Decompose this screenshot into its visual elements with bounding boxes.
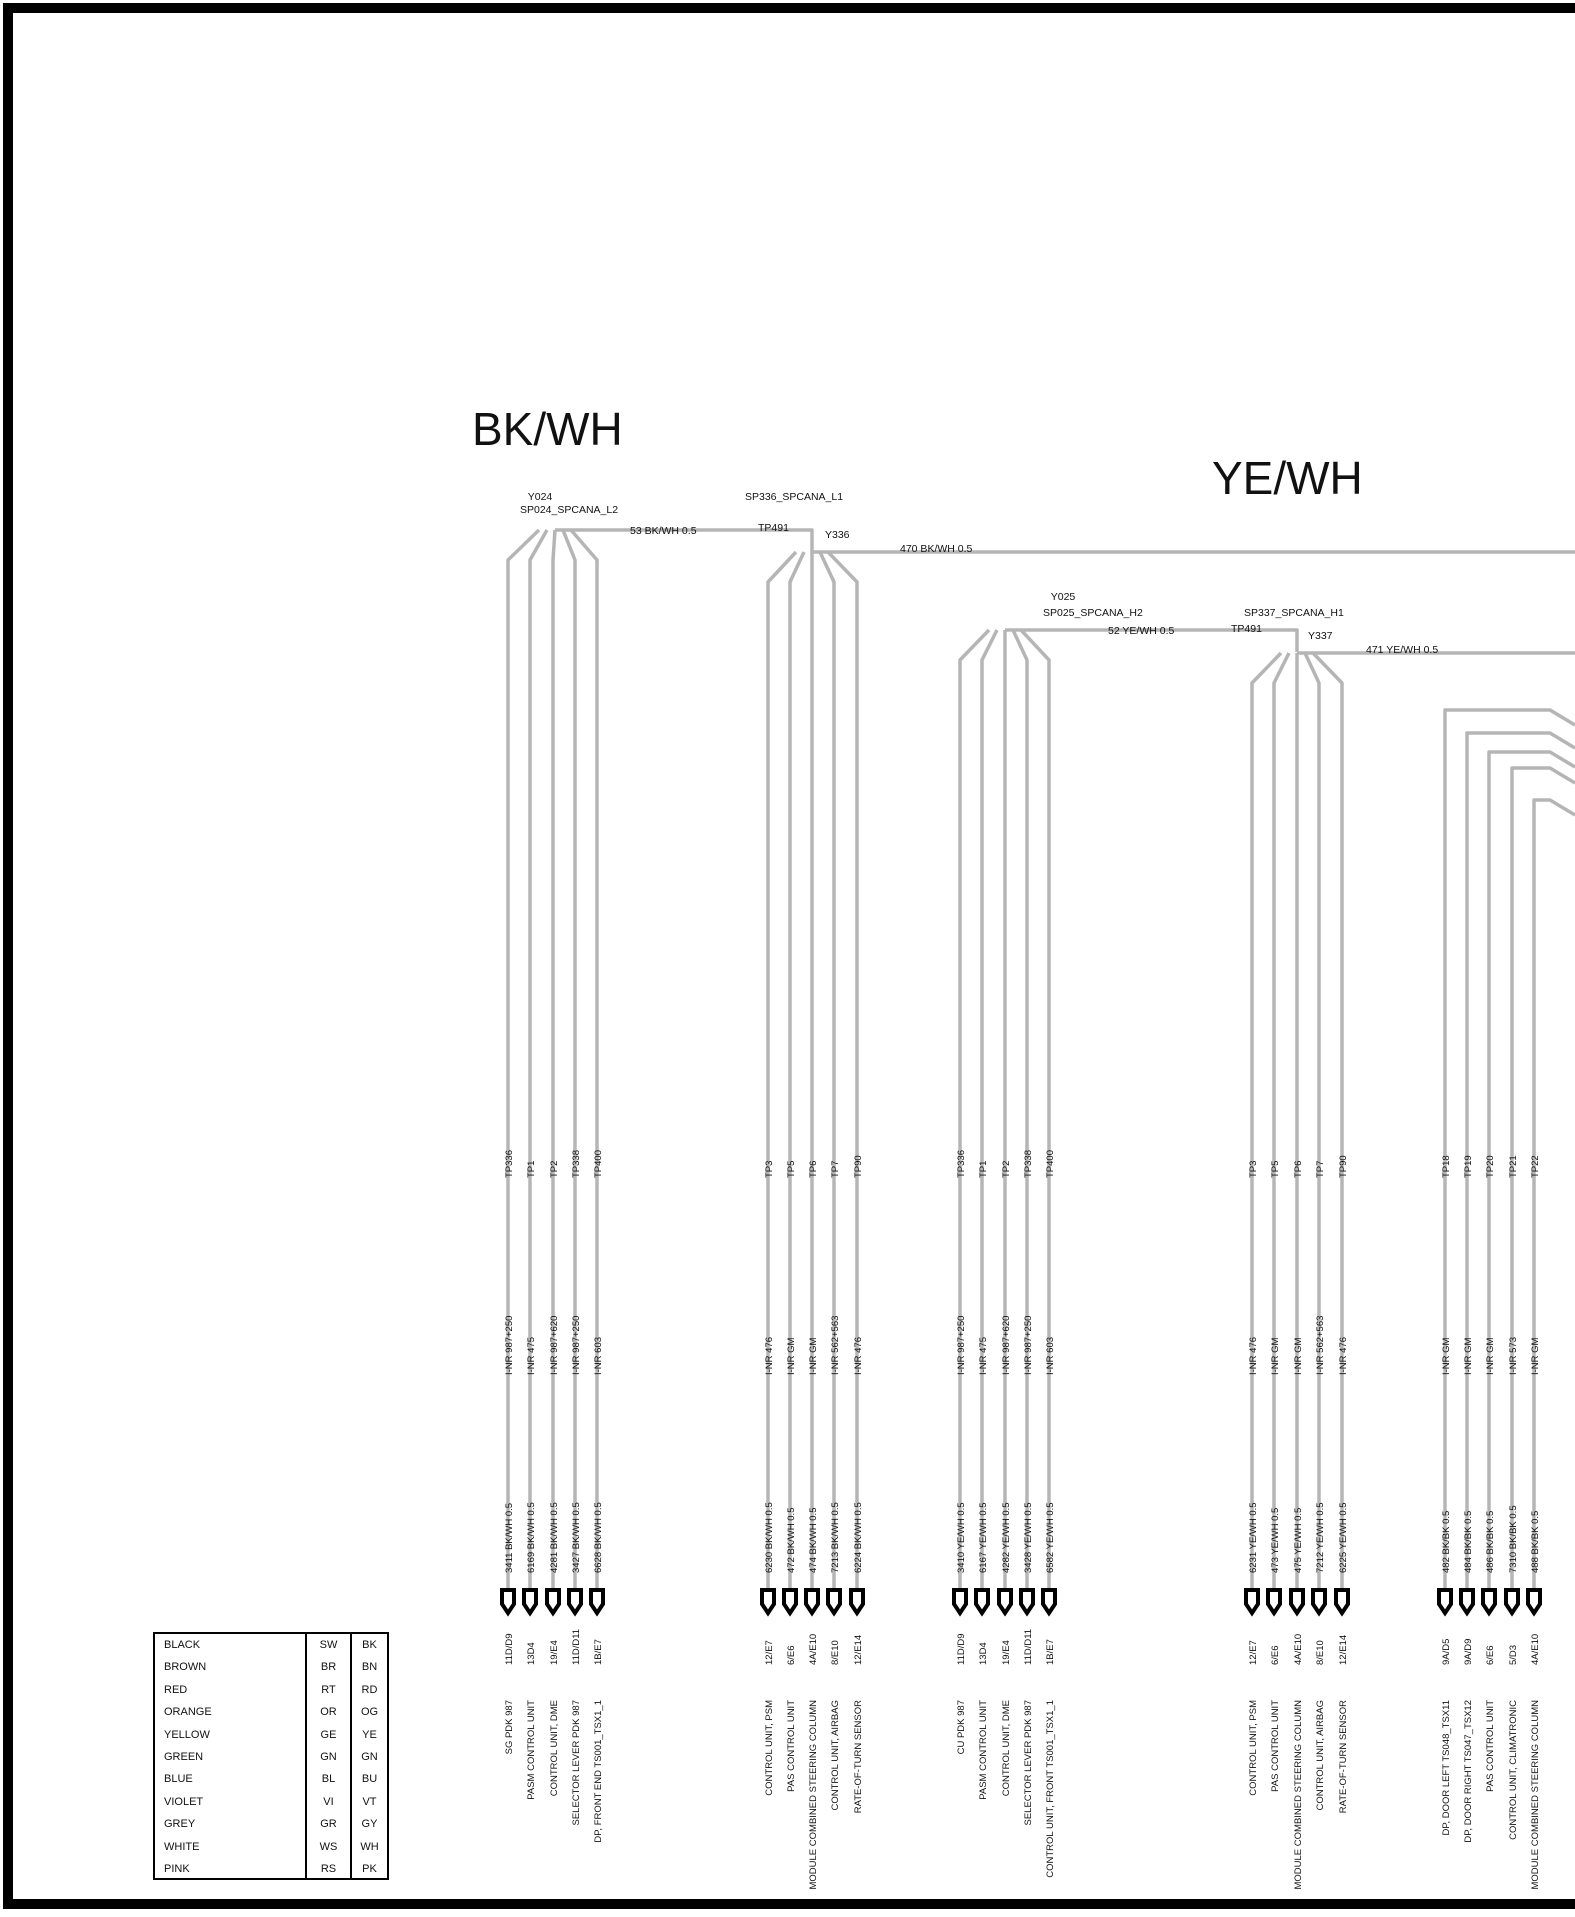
grid-position-label: 12/E14 [1338, 1634, 1349, 1665]
harness-label: I-NR GM [1485, 1337, 1496, 1375]
grid-position-label: 12/E7 [764, 1640, 775, 1665]
wire-id-label: 4281 BK/WH 0.5 [549, 1502, 560, 1573]
destination-label: CONTROL UNIT, AIRBAG [830, 1700, 841, 1811]
splice-label: SP337_SPCANA_H1 [1244, 607, 1344, 619]
destination-label: MODULE COMBINED STEERING COLUMN [1293, 1700, 1304, 1890]
connector-pin-icon [1439, 1590, 1451, 1613]
wires-layer [502, 530, 1575, 1613]
connector-pin-icon [1246, 1590, 1258, 1613]
destination-label: CONTROL UNIT, FRONT TS001_TSX1_1 [1045, 1700, 1056, 1878]
wire-id-label: 474 BK/WH 0.5 [808, 1507, 819, 1573]
splice-id-label: Y336 [825, 529, 850, 541]
legend-color-name: YELLOW [155, 1724, 307, 1746]
wire-id-label: 3411 BK/WH 0.5 [504, 1502, 515, 1573]
harness-label: I-NR GM [1463, 1337, 1474, 1375]
grid-position-label: 13D4 [526, 1642, 537, 1665]
wire-id-label: 6169 BK/WH 0.5 [526, 1502, 537, 1573]
legend-code-english: BK [362, 1639, 377, 1651]
test-point-label: TP2 [549, 1160, 560, 1178]
test-point-label: TP19 [1463, 1155, 1474, 1178]
harness-label: I-NR 603 [1045, 1336, 1056, 1375]
outgoing-wire-label: 470 BK/WH 0.5 [900, 543, 973, 555]
test-point-label: TP7 [830, 1160, 841, 1178]
destination-label: PAS CONTROL UNIT [1270, 1700, 1281, 1792]
grid-position-label: 9A/D9 [1463, 1638, 1474, 1665]
splice-label: SP024_SPCANA_L2 [520, 504, 619, 516]
splice-id-label: Y337 [1308, 630, 1333, 642]
legend-color-name: GREEN [155, 1746, 307, 1768]
tp-label: TP491 [758, 522, 789, 534]
connector-pin-icon [1021, 1590, 1033, 1613]
legend-code-english: YE [362, 1728, 377, 1741]
connector-pin-icon [784, 1590, 796, 1613]
test-point-label: TP18 [1441, 1155, 1452, 1178]
harness-label: I-NR 476 [1248, 1336, 1259, 1375]
harness-label: I-NR 987+620 [1001, 1315, 1012, 1375]
connector-pin-icon [502, 1590, 514, 1613]
grid-position-label: 8/E10 [1315, 1640, 1326, 1665]
test-point-label: TP6 [1293, 1160, 1304, 1178]
connector-pin-icon [569, 1590, 581, 1613]
legend-code-german: WS [307, 1836, 352, 1858]
legend-color-name: ORANGE [155, 1701, 307, 1723]
grid-position-label: 4A/E10 [1293, 1633, 1304, 1665]
wire-line [1013, 630, 1027, 1588]
group-heading: YE/WH [1212, 452, 1363, 504]
wire-line [960, 630, 989, 1588]
legend-code-german: GE [307, 1724, 352, 1746]
grid-position-label: 11D/D11 [571, 1628, 582, 1665]
connector-pin-icon [547, 1590, 559, 1613]
grid-position-label: 12/E7 [1248, 1640, 1259, 1665]
legend-code-english: VT [362, 1795, 377, 1808]
harness-label: I-NR 475 [526, 1336, 537, 1375]
test-point-label: TP3 [1248, 1160, 1259, 1178]
legend-code-german: RS [307, 1858, 352, 1880]
legend-color-name: PINK [155, 1858, 307, 1880]
test-point-label: TP21 [1508, 1155, 1519, 1178]
wire-line [1252, 653, 1281, 1588]
grid-position-label: 12/E14 [853, 1634, 864, 1665]
grid-position-label: 4A/E10 [808, 1633, 819, 1665]
destination-label: CU PDK 987 [956, 1700, 967, 1755]
wire-line [1305, 653, 1319, 1588]
legend-code-german: SW [307, 1634, 352, 1656]
destination-label: MODULE COMBINED STEERING COLUMN [808, 1700, 819, 1890]
legend-code-german: RT [307, 1679, 352, 1701]
grid-position-label: 6/E6 [786, 1645, 797, 1665]
wire-id-label: 472 BK/WH 0.5 [786, 1507, 797, 1573]
harness-label: I-NR 475 [978, 1336, 989, 1375]
legend-color-name: BROWN [155, 1656, 307, 1678]
wire-line [1445, 710, 1575, 1588]
legend-code-english: GY [361, 1818, 378, 1831]
destination-label: SG PDK 987 [504, 1700, 515, 1755]
test-point-label: TP400 [1045, 1150, 1056, 1178]
harness-label: I-NR 562+563 [1315, 1315, 1326, 1375]
destination-label: PAS CONTROL UNIT [786, 1700, 797, 1792]
legend-code-german: GR [307, 1813, 352, 1835]
harness-label: I-NR 476 [853, 1336, 864, 1375]
connector-pin-icon [976, 1590, 988, 1613]
harness-label: I-NR 603 [593, 1336, 604, 1375]
harness-label: I-NR 476 [764, 1336, 775, 1375]
test-point-label: TP90 [853, 1155, 864, 1178]
harness-label: I-NR GM [1530, 1337, 1541, 1375]
group-heading: BK/WH [472, 403, 623, 455]
splice-link-label: 52 YE/WH 0.5 [1108, 625, 1175, 637]
legend-code-german: VI [307, 1791, 352, 1813]
legend-color-name: VIOLET [155, 1791, 307, 1813]
splice-link-label: 53 BK/WH 0.5 [630, 525, 697, 537]
grid-position-label: 6/E6 [1270, 1645, 1281, 1665]
connector-pin-icon [1313, 1590, 1325, 1613]
connector-pin-icon [524, 1590, 536, 1613]
wire-id-label: 6167 YE/WH 0.5 [978, 1502, 989, 1573]
test-point-label: TP3 [764, 1160, 775, 1178]
wire-id-label: 4282 YE/WH 0.5 [1001, 1502, 1012, 1573]
connector-pin-icon [1043, 1590, 1055, 1613]
connector-pin-icon [954, 1590, 966, 1613]
legend-color-name: RED [155, 1679, 307, 1701]
destination-label: PASM CONTROL UNIT [526, 1700, 537, 1800]
wire-id-label: 488 BK/BK 0.5 [1530, 1510, 1541, 1573]
splice-label: SP336_SPCANA_L1 [745, 491, 844, 503]
wire-line [1534, 800, 1575, 1588]
grid-position-label: 19/E4 [549, 1640, 560, 1665]
legend-code-german: BR [307, 1656, 352, 1678]
splice-label: Y025 [1050, 591, 1076, 603]
connector-pin-icon [1506, 1590, 1518, 1613]
destination-label: PAS CONTROL UNIT [1485, 1700, 1496, 1792]
legend-code-english: PK [362, 1862, 377, 1875]
harness-label: I-NR GM [1293, 1337, 1304, 1375]
destination-label: DP, DOOR LEFT TS048_TSX11 [1441, 1700, 1452, 1836]
wire-line [508, 530, 539, 1588]
connector-pin-icon [1336, 1590, 1348, 1613]
harness-label: I-NR 562+563 [830, 1315, 841, 1375]
destination-label: CONTROL UNIT, CLIMATRONIC [1508, 1700, 1519, 1840]
destination-label: CONTROL UNIT, DME [549, 1700, 560, 1797]
legend-code-english: GN [361, 1750, 378, 1763]
connector-pin-icon [1483, 1590, 1495, 1613]
test-point-label: TP90 [1338, 1155, 1349, 1178]
grid-position-label: 5/D3 [1508, 1644, 1519, 1665]
tp-label: TP491 [1231, 623, 1262, 635]
wire-line [563, 530, 575, 1588]
wire-line [553, 530, 555, 1588]
destination-label: SELECTOR LEVER PDK 987 [571, 1700, 582, 1826]
harness-label: I-NR GM [1270, 1337, 1281, 1375]
harness-label: I-NR 573 [1508, 1336, 1519, 1375]
harness-label: I-NR 987+250 [504, 1315, 515, 1375]
destination-label: CONTROL UNIT, AIRBAG [1315, 1700, 1326, 1811]
wire-id-label: 7212 YE/WH 0.5 [1315, 1502, 1326, 1573]
grid-position-label: 11D/D9 [504, 1633, 515, 1665]
test-point-label: TP2 [1001, 1160, 1012, 1178]
connector-pin-icon [828, 1590, 840, 1613]
wire-id-label: 6230 BK/WH 0.5 [764, 1502, 775, 1573]
grid-position-label: 11D/D11 [1023, 1628, 1034, 1665]
destination-label: SELECTOR LEVER PDK 987 [1023, 1700, 1034, 1826]
test-point-label: TP338 [1023, 1150, 1034, 1178]
test-point-label: TP336 [504, 1150, 515, 1178]
connector-pin-icon [851, 1590, 863, 1613]
harness-label: I-NR 987+620 [549, 1315, 560, 1375]
test-point-label: TP338 [571, 1150, 582, 1178]
test-point-label: TP5 [786, 1160, 797, 1178]
wire-line [1467, 733, 1575, 1588]
splice-label: Y024 [527, 491, 553, 503]
wire-id-label: 6628 BK/WH 0.5 [593, 1502, 604, 1573]
harness-label: I-NR 987+250 [956, 1315, 967, 1375]
harness-label: I-NR 476 [1338, 1336, 1349, 1375]
wire-id-label: 6224 BK/WH 0.5 [853, 1502, 864, 1573]
wire-line [1274, 653, 1289, 1588]
destination-label: DP, FRONT END TS001_TSX1_1 [593, 1700, 604, 1843]
wire-id-label: 7213 BK/WH 0.5 [830, 1502, 841, 1573]
destination-label: CONTROL UNIT, PSM [764, 1700, 775, 1796]
test-point-label: TP22 [1530, 1155, 1541, 1178]
connector-pin-icon [1528, 1590, 1540, 1613]
legend-color-name: WHITE [155, 1836, 307, 1858]
destination-label: RATE-OF-TURN SENSOR [1338, 1700, 1349, 1814]
test-point-label: TP20 [1485, 1155, 1496, 1178]
harness-label: I-NR GM [808, 1337, 819, 1375]
wire-line [530, 530, 547, 1588]
legend-code-german: OR [307, 1701, 352, 1723]
test-point-label: TP7 [1315, 1160, 1326, 1178]
wire-id-label: 3410 YE/WH 0.5 [956, 1502, 967, 1573]
wire-line [982, 630, 997, 1588]
destination-label: CONTROL UNIT, DME [1001, 1700, 1012, 1797]
grid-position-label: 13D4 [978, 1642, 989, 1665]
splice-label: SP025_SPCANA_H2 [1043, 607, 1143, 619]
legend-code-german: GN [307, 1746, 352, 1768]
destination-label: CONTROL UNIT, PSM [1248, 1700, 1259, 1796]
connector-pin-icon [806, 1590, 818, 1613]
grid-position-label: 1B/E7 [1045, 1639, 1056, 1665]
wire-line [1021, 630, 1049, 1588]
test-point-label: TP1 [978, 1160, 989, 1178]
destination-label: MODULE COMBINED STEERING COLUMN [1530, 1700, 1541, 1890]
legend-code-english: BN [361, 1661, 378, 1674]
legend-color-name: BLUE [155, 1768, 307, 1790]
legend-color-name: BLACK [155, 1634, 307, 1656]
test-point-label: TP6 [808, 1160, 819, 1178]
grid-position-label: 1B/E7 [593, 1639, 604, 1665]
test-point-label: TP400 [593, 1150, 604, 1178]
destination-label: PASM CONTROL UNIT [978, 1700, 989, 1800]
test-point-label: TP5 [1270, 1160, 1281, 1178]
connector-pin-icon [999, 1590, 1011, 1613]
wire-id-label: 6225 YE/WH 0.5 [1338, 1502, 1349, 1573]
test-point-label: TP336 [956, 1150, 967, 1178]
test-point-label: TP1 [526, 1160, 537, 1178]
wire-line [768, 552, 796, 1588]
wire-id-label: 484 BK/BK 0.5 [1463, 1510, 1474, 1573]
wire-line [820, 552, 834, 1588]
connector-pin-icon [1461, 1590, 1473, 1613]
connector-pin-icon [1268, 1590, 1280, 1613]
legend-code-english: BU [361, 1773, 378, 1786]
legend-code-english: RD [361, 1683, 378, 1696]
grid-position-label: 6/E6 [1485, 1645, 1496, 1665]
grid-position-label: 11D/D9 [956, 1633, 967, 1665]
wire-line [790, 552, 804, 1588]
wire-id-label: 3428 YE/WH 0.5 [1023, 1502, 1034, 1573]
grid-position-label: 4A/E10 [1530, 1633, 1541, 1665]
wire-line [1512, 768, 1575, 1588]
outgoing-wire-label: 471 YE/WH 0.5 [1366, 644, 1439, 656]
legend-code-english: OG [360, 1706, 379, 1719]
wire-id-label: 486 BK/BK 0.5 [1485, 1510, 1496, 1573]
connector-pin-icon [591, 1590, 603, 1613]
wire-id-label: 6582 YE/WH 0.5 [1045, 1502, 1056, 1573]
harness-label: I-NR 987+250 [571, 1315, 582, 1375]
wire-id-label: 475 YE/WH 0.5 [1293, 1507, 1304, 1573]
destination-label: RATE-OF-TURN SENSOR [853, 1700, 864, 1814]
legend-color-name: GREY [155, 1813, 307, 1835]
grid-position-label: 19/E4 [1001, 1640, 1012, 1665]
wire-id-label: 6231 YE/WH 0.5 [1248, 1502, 1259, 1573]
wire-id-label: 7310 BK/BK 0.5 [1508, 1505, 1519, 1573]
grid-position-label: 9A/D5 [1441, 1638, 1452, 1665]
wire-id-label: 3427 BK/WH 0.5 [571, 1502, 582, 1573]
legend-code-english: WH [360, 1840, 379, 1853]
grid-position-label: 8/E10 [830, 1640, 841, 1665]
wire-id-label: 473 YE/WH 0.5 [1270, 1507, 1281, 1573]
harness-label: I-NR GM [1441, 1337, 1452, 1375]
harness-label: I-NR 987+250 [1023, 1315, 1034, 1375]
connector-pin-icon [762, 1590, 774, 1613]
color-code-legend [153, 1632, 389, 1880]
wire-id-label: 482 BK/BK 0.5 [1441, 1510, 1452, 1573]
harness-label: I-NR GM [786, 1337, 797, 1375]
legend-code-german: BL [307, 1768, 352, 1790]
destination-label: DP, DOOR RIGHT TS047_TSX12 [1463, 1700, 1474, 1843]
connector-pin-icon [1291, 1590, 1303, 1613]
